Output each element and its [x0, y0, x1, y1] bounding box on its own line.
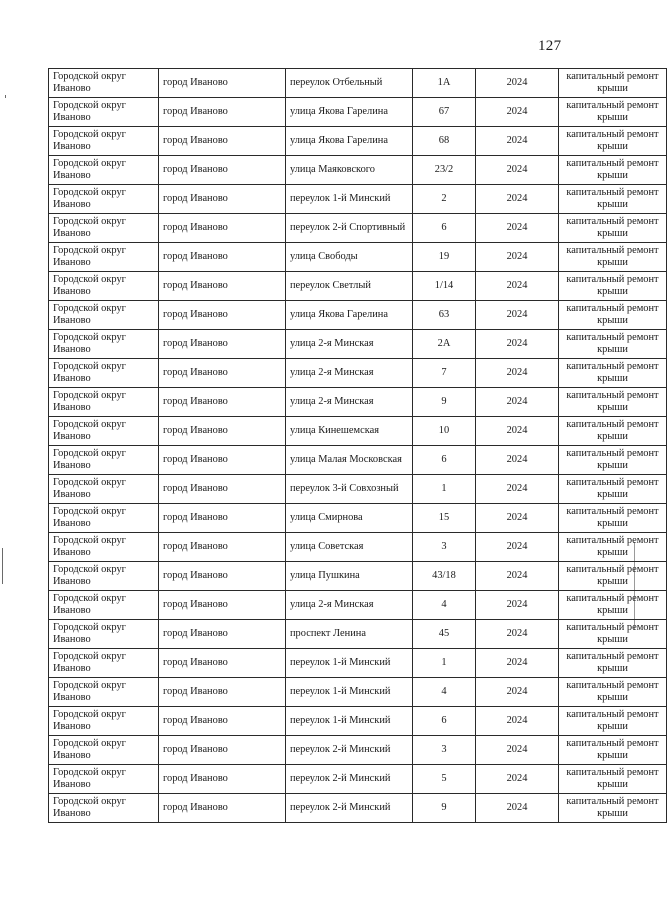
register-table-body: [49, 69, 667, 823]
cell-year: 2024: [476, 707, 559, 736]
cell-year: 2024: [476, 446, 559, 475]
table-row: [49, 388, 667, 417]
cell-year: 2024: [476, 214, 559, 243]
cell-work-type: капитальный ремонт крыши: [559, 301, 667, 330]
cell-street: переулок 1-й Минский: [286, 707, 413, 736]
cell-settlement: город Иваново: [159, 301, 286, 330]
cell-house-number: 5: [413, 765, 476, 794]
table-row: [49, 301, 667, 330]
cell-year: 2024: [476, 359, 559, 388]
cell-street: переулок 2-й Минский: [286, 736, 413, 765]
cell-street: улица Смирнова: [286, 504, 413, 533]
cell-municipality: Городской округ Иваново: [49, 591, 159, 620]
cell-house-number: 9: [413, 794, 476, 823]
cell-work-type: капитальный ремонт крыши: [559, 475, 667, 504]
cell-work-type: капитальный ремонт крыши: [559, 214, 667, 243]
cell-municipality: Городской округ Иваново: [49, 649, 159, 678]
cell-work-type: капитальный ремонт крыши: [559, 417, 667, 446]
cell-house-number: 2: [413, 185, 476, 214]
cell-street: улица 2-я Минская: [286, 359, 413, 388]
cell-house-number: 67: [413, 98, 476, 127]
cell-work-type: капитальный ремонт крыши: [559, 156, 667, 185]
cell-street: улица Советская: [286, 533, 413, 562]
cell-work-type: капитальный ремонт крыши: [559, 243, 667, 272]
cell-work-type: капитальный ремонт крыши: [559, 794, 667, 823]
scan-edge-mark-top: [5, 95, 6, 98]
cell-settlement: город Иваново: [159, 649, 286, 678]
cell-street: переулок 3-й Совхозный: [286, 475, 413, 504]
cell-year: 2024: [476, 69, 559, 98]
cell-work-type: капитальный ремонт крыши: [559, 736, 667, 765]
cell-municipality: Городской округ Иваново: [49, 98, 159, 127]
cell-municipality: Городской округ Иваново: [49, 562, 159, 591]
cell-street: улица Маяковского: [286, 156, 413, 185]
cell-year: 2024: [476, 156, 559, 185]
cell-settlement: город Иваново: [159, 446, 286, 475]
cell-house-number: 19: [413, 243, 476, 272]
cell-year: 2024: [476, 736, 559, 765]
cell-municipality: Городской округ Иваново: [49, 214, 159, 243]
cell-year: 2024: [476, 388, 559, 417]
cell-settlement: город Иваново: [159, 272, 286, 301]
cell-house-number: 4: [413, 591, 476, 620]
cell-street: улица Якова Гарелина: [286, 98, 413, 127]
cell-house-number: 7: [413, 359, 476, 388]
cell-house-number: 3: [413, 533, 476, 562]
cell-settlement: город Иваново: [159, 388, 286, 417]
cell-house-number: 23/2: [413, 156, 476, 185]
table-row: [49, 330, 667, 359]
cell-house-number: 4: [413, 678, 476, 707]
cell-street: улица 2-я Минская: [286, 591, 413, 620]
cell-work-type: капитальный ремонт крыши: [559, 388, 667, 417]
cell-street: переулок 2-й Спортивный: [286, 214, 413, 243]
table-row: [49, 417, 667, 446]
cell-work-type: капитальный ремонт крыши: [559, 98, 667, 127]
cell-work-type: капитальный ремонт крыши: [559, 765, 667, 794]
table-row: [49, 678, 667, 707]
register-table: [48, 68, 667, 823]
cell-work-type: капитальный ремонт крыши: [559, 533, 667, 562]
cell-work-type: капитальный ремонт крыши: [559, 446, 667, 475]
cell-year: 2024: [476, 330, 559, 359]
cell-street: улица 2-я Минская: [286, 388, 413, 417]
cell-street: улица Свободы: [286, 243, 413, 272]
table-row: [49, 591, 667, 620]
cell-year: 2024: [476, 98, 559, 127]
table-row: [49, 243, 667, 272]
table-row: [49, 359, 667, 388]
cell-work-type: капитальный ремонт крыши: [559, 330, 667, 359]
cell-municipality: Городской округ Иваново: [49, 446, 159, 475]
table-row: [49, 214, 667, 243]
table-row: [49, 69, 667, 98]
cell-year: 2024: [476, 562, 559, 591]
scan-edge-mark-left: [2, 548, 3, 584]
cell-settlement: город Иваново: [159, 185, 286, 214]
table-row: [49, 649, 667, 678]
cell-municipality: Городской округ Иваново: [49, 156, 159, 185]
cell-municipality: Городской округ Иваново: [49, 707, 159, 736]
cell-work-type: капитальный ремонт крыши: [559, 359, 667, 388]
cell-settlement: город Иваново: [159, 533, 286, 562]
cell-settlement: город Иваново: [159, 765, 286, 794]
table-row: [49, 185, 667, 214]
cell-year: 2024: [476, 272, 559, 301]
cell-year: 2024: [476, 185, 559, 214]
cell-settlement: город Иваново: [159, 620, 286, 649]
cell-work-type: капитальный ремонт крыши: [559, 272, 667, 301]
cell-settlement: город Иваново: [159, 359, 286, 388]
cell-work-type: капитальный ремонт крыши: [559, 707, 667, 736]
cell-settlement: город Иваново: [159, 562, 286, 591]
cell-street: улица Малая Московская: [286, 446, 413, 475]
cell-settlement: город Иваново: [159, 707, 286, 736]
table-row: [49, 446, 667, 475]
cell-year: 2024: [476, 417, 559, 446]
cell-year: 2024: [476, 620, 559, 649]
cell-municipality: Городской округ Иваново: [49, 185, 159, 214]
table-row: [49, 765, 667, 794]
cell-settlement: город Иваново: [159, 98, 286, 127]
table-row: [49, 272, 667, 301]
cell-settlement: город Иваново: [159, 417, 286, 446]
cell-municipality: Городской округ Иваново: [49, 475, 159, 504]
cell-municipality: Городской округ Иваново: [49, 388, 159, 417]
cell-street: улица Пушкина: [286, 562, 413, 591]
cell-work-type: капитальный ремонт крыши: [559, 185, 667, 214]
table-row: [49, 475, 667, 504]
cell-work-type: капитальный ремонт крыши: [559, 649, 667, 678]
cell-street: переулок 1-й Минский: [286, 678, 413, 707]
cell-street: переулок Отбельный: [286, 69, 413, 98]
page-number: 127: [538, 38, 562, 54]
cell-house-number: 45: [413, 620, 476, 649]
cell-municipality: Городской округ Иваново: [49, 301, 159, 330]
cell-street: переулок Светлый: [286, 272, 413, 301]
cell-municipality: Городской округ Иваново: [49, 359, 159, 388]
table-row: [49, 98, 667, 127]
cell-settlement: город Иваново: [159, 794, 286, 823]
table-row: [49, 794, 667, 823]
cell-street: переулок 2-й Минский: [286, 794, 413, 823]
cell-year: 2024: [476, 533, 559, 562]
cell-settlement: город Иваново: [159, 214, 286, 243]
cell-street: переулок 2-й Минский: [286, 765, 413, 794]
cell-municipality: Городской округ Иваново: [49, 765, 159, 794]
table-row: [49, 620, 667, 649]
cell-street: проспект Ленина: [286, 620, 413, 649]
cell-municipality: Городской округ Иваново: [49, 620, 159, 649]
cell-house-number: 6: [413, 214, 476, 243]
cell-municipality: Городской округ Иваново: [49, 678, 159, 707]
table-row: [49, 736, 667, 765]
cell-settlement: город Иваново: [159, 591, 286, 620]
cell-year: 2024: [476, 794, 559, 823]
cell-street: улица 2-я Минская: [286, 330, 413, 359]
cell-street: улица Кинешемская: [286, 417, 413, 446]
cell-municipality: Городской округ Иваново: [49, 504, 159, 533]
table-row: [49, 562, 667, 591]
cell-house-number: 68: [413, 127, 476, 156]
cell-municipality: Городской округ Иваново: [49, 533, 159, 562]
cell-municipality: Городской округ Иваново: [49, 127, 159, 156]
cell-house-number: 1: [413, 649, 476, 678]
cell-municipality: Городской округ Иваново: [49, 69, 159, 98]
cell-house-number: 9: [413, 388, 476, 417]
cell-work-type: капитальный ремонт крыши: [559, 504, 667, 533]
cell-year: 2024: [476, 475, 559, 504]
cell-street: переулок 1-й Минский: [286, 649, 413, 678]
cell-year: 2024: [476, 678, 559, 707]
cell-settlement: город Иваново: [159, 678, 286, 707]
cell-municipality: Городской округ Иваново: [49, 736, 159, 765]
table-row: [49, 707, 667, 736]
cell-house-number: 1А: [413, 69, 476, 98]
cell-settlement: город Иваново: [159, 127, 286, 156]
cell-house-number: 10: [413, 417, 476, 446]
cell-municipality: Городской округ Иваново: [49, 243, 159, 272]
table-row: [49, 504, 667, 533]
cell-year: 2024: [476, 243, 559, 272]
cell-settlement: город Иваново: [159, 330, 286, 359]
cell-work-type: капитальный ремонт крыши: [559, 591, 667, 620]
cell-year: 2024: [476, 765, 559, 794]
cell-settlement: город Иваново: [159, 504, 286, 533]
cell-settlement: город Иваново: [159, 156, 286, 185]
cell-house-number: 15: [413, 504, 476, 533]
table-row: [49, 127, 667, 156]
cell-municipality: Городской округ Иваново: [49, 794, 159, 823]
cell-year: 2024: [476, 127, 559, 156]
cell-house-number: 6: [413, 446, 476, 475]
cell-work-type: капитальный ремонт крыши: [559, 678, 667, 707]
cell-settlement: город Иваново: [159, 69, 286, 98]
cell-house-number: 1: [413, 475, 476, 504]
cell-year: 2024: [476, 649, 559, 678]
cell-house-number: 6: [413, 707, 476, 736]
cell-work-type: капитальный ремонт крыши: [559, 620, 667, 649]
cell-municipality: Городской округ Иваново: [49, 272, 159, 301]
cell-municipality: Городской округ Иваново: [49, 417, 159, 446]
cell-work-type: капитальный ремонт крыши: [559, 127, 667, 156]
cell-settlement: город Иваново: [159, 736, 286, 765]
cell-settlement: город Иваново: [159, 243, 286, 272]
cell-house-number: 1/14: [413, 272, 476, 301]
cell-work-type: капитальный ремонт крыши: [559, 69, 667, 98]
cell-street: улица Якова Гарелина: [286, 127, 413, 156]
cell-street: переулок 1-й Минский: [286, 185, 413, 214]
table-row: [49, 533, 667, 562]
cell-year: 2024: [476, 301, 559, 330]
cell-house-number: 3: [413, 736, 476, 765]
cell-year: 2024: [476, 504, 559, 533]
cell-house-number: 63: [413, 301, 476, 330]
cell-municipality: Городской округ Иваново: [49, 330, 159, 359]
cell-settlement: город Иваново: [159, 475, 286, 504]
cell-work-type: капитальный ремонт крыши: [559, 562, 667, 591]
cell-street: улица Якова Гарелина: [286, 301, 413, 330]
cell-house-number: 43/18: [413, 562, 476, 591]
cell-house-number: 2А: [413, 330, 476, 359]
table-row: [49, 156, 667, 185]
cell-year: 2024: [476, 591, 559, 620]
